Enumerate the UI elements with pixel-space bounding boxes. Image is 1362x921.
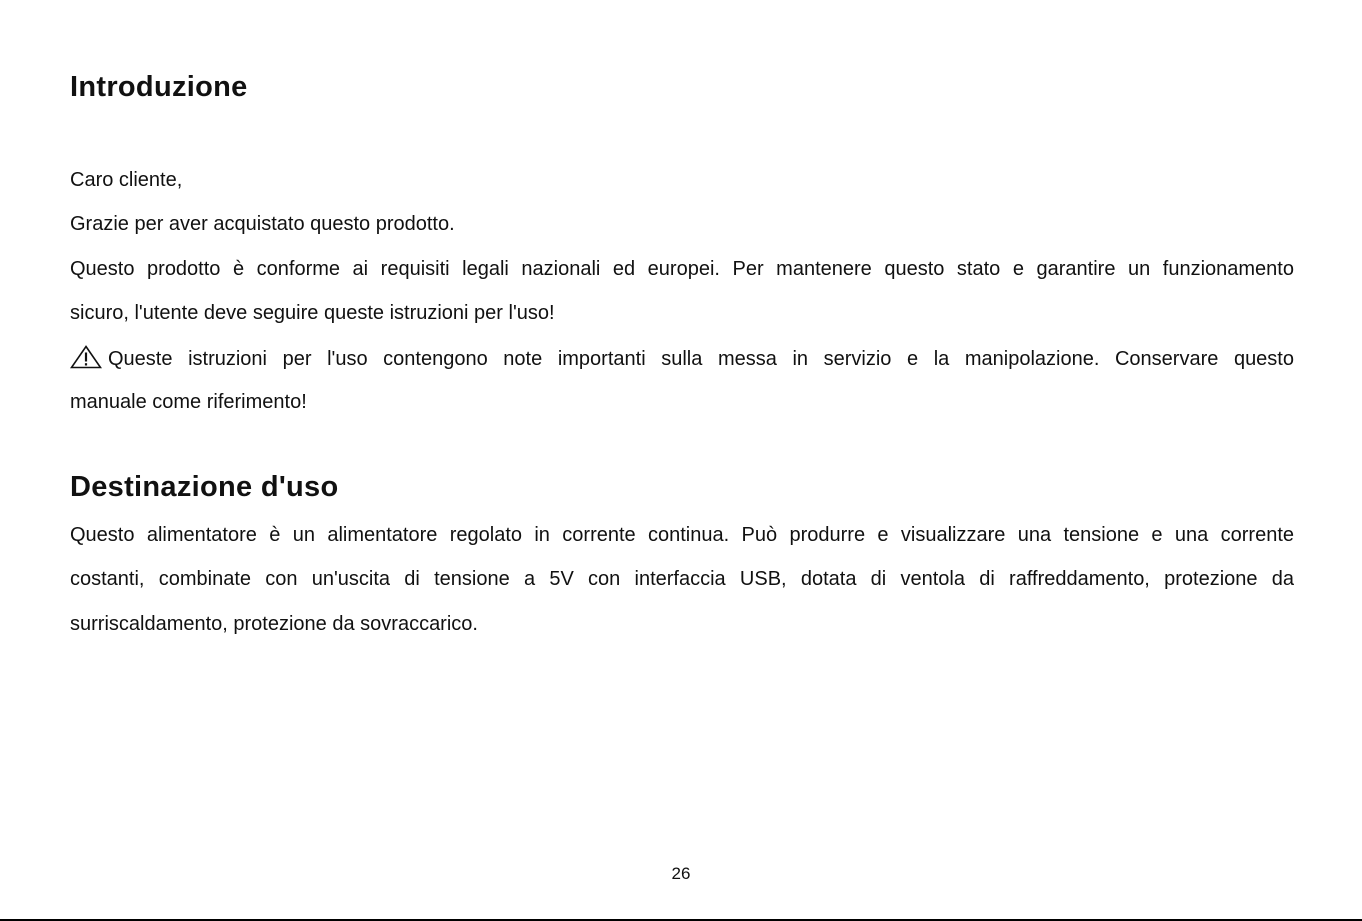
warning-text-line-2: manuale come riferimento! [70, 391, 307, 413]
intended-use-line-2: costanti, combinate con un'uscita di tensione a 5V con interfaccia USB, dotata di ventola di raffreddamento, protezione da [70, 568, 1294, 590]
thanks-text: Grazie per aver acquistato questo prodotto. [70, 213, 455, 235]
warning-note-line-1 [70, 345, 1294, 371]
compliance-text-line-2: sicuro, l'utente deve seguire queste istruzioni per l'uso! [70, 302, 555, 324]
greeting-text: Caro cliente, [70, 169, 183, 191]
intended-use-line-1: Questo alimentatore è un alimentatore regolato in corrente continua. Può produrre e visualizzare una tensione e una corrente [70, 524, 1294, 546]
warning-triangle-icon [70, 345, 102, 369]
warning-text-line-1: Queste istruzioni per l'uso contengono note importanti sulla messa in servizio e la manipolazione. Conservare questo [108, 348, 1294, 370]
intended-use-line-3: surriscaldamento, protezione da sovraccarico. [70, 613, 478, 635]
page-number: 26 [671, 864, 691, 883]
compliance-text-line-1: Questo prodotto è conforme ai requisiti legali nazionali ed europei. Per mantenere questo stato e garantire un funzionamento [70, 258, 1294, 280]
intended-use-heading: Destinazione d'uso [70, 471, 339, 503]
intro-heading: Introduzione [70, 71, 248, 103]
